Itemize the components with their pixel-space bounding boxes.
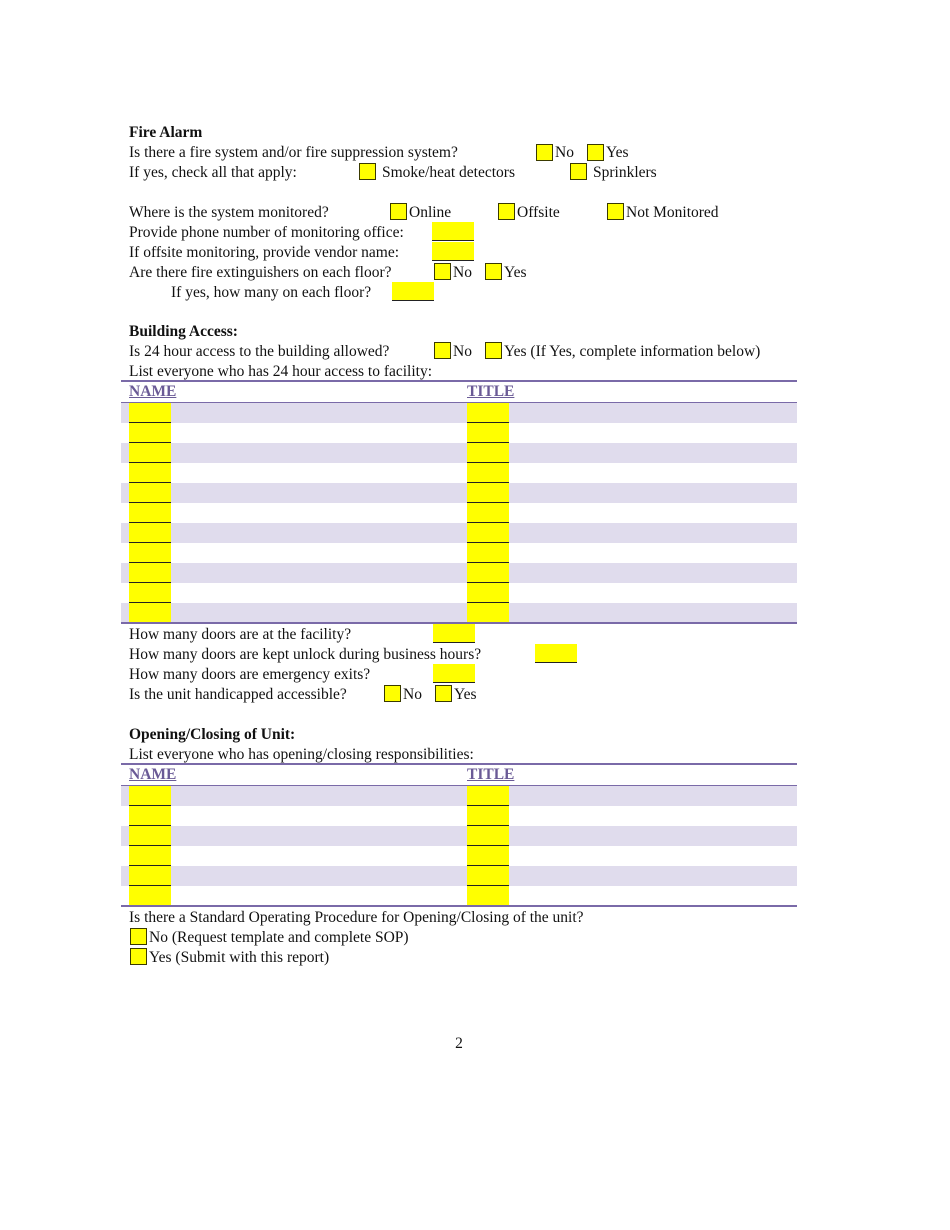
vendor-field[interactable] bbox=[432, 242, 474, 261]
access-24hr-yes-checkbox[interactable] bbox=[485, 342, 502, 359]
opening-closing-heading: Opening/Closing of Unit: bbox=[129, 726, 296, 743]
not-monitored-label: Not Monitored bbox=[626, 204, 719, 221]
extinguisher-count-field[interactable] bbox=[392, 282, 434, 301]
sop-question: Is there a Standard Operating Procedure for Opening/Closing of the unit? bbox=[129, 909, 584, 926]
access-24hr-question: Is 24 hour access to the building allowed? bbox=[129, 343, 390, 360]
title-field[interactable] bbox=[467, 866, 509, 886]
name-field[interactable] bbox=[129, 603, 171, 623]
table-row bbox=[121, 403, 797, 423]
extinguishers-no-label: No bbox=[453, 264, 472, 281]
handicap-question: Is the unit handicapped accessible? bbox=[129, 686, 347, 703]
title-column-header: TITLE bbox=[467, 766, 515, 783]
handicap-yes-label: Yes bbox=[454, 686, 477, 703]
sop-yes-label: Yes (Submit with this report) bbox=[149, 949, 330, 966]
table-row bbox=[121, 583, 797, 603]
name-field[interactable] bbox=[129, 583, 171, 603]
smoke-detectors-label: Smoke/heat detectors bbox=[382, 164, 515, 181]
name-field[interactable] bbox=[129, 523, 171, 543]
table-row bbox=[121, 866, 797, 886]
monitored-question: Where is the system monitored? bbox=[129, 204, 329, 221]
online-label: Online bbox=[409, 204, 452, 221]
title-field[interactable] bbox=[467, 503, 509, 523]
table-row bbox=[121, 523, 797, 543]
table-row bbox=[121, 483, 797, 503]
extinguishers-yes-label: Yes bbox=[504, 264, 527, 281]
name-field[interactable] bbox=[129, 443, 171, 463]
smoke-detectors-checkbox[interactable] bbox=[359, 163, 376, 180]
unlocked-doors-question: How many doors are kept unlock during business hours? bbox=[129, 646, 482, 663]
vendor-question: If offsite monitoring, provide vendor name: bbox=[129, 244, 400, 261]
name-field[interactable] bbox=[129, 563, 171, 583]
title-field[interactable] bbox=[467, 886, 509, 906]
offsite-checkbox[interactable] bbox=[498, 203, 515, 220]
title-field[interactable] bbox=[467, 543, 509, 563]
doors-count-field[interactable] bbox=[433, 624, 475, 643]
title-field[interactable] bbox=[467, 806, 509, 826]
table-row bbox=[121, 603, 797, 623]
name-field[interactable] bbox=[129, 403, 171, 423]
name-field[interactable] bbox=[129, 423, 171, 443]
sop-no-checkbox[interactable] bbox=[130, 928, 147, 945]
fire-system-yes-label: Yes bbox=[606, 144, 629, 161]
fire-system-no-checkbox[interactable] bbox=[536, 144, 553, 161]
name-field[interactable] bbox=[129, 483, 171, 503]
phone-question: Provide phone number of monitoring office: bbox=[129, 224, 404, 241]
table-row bbox=[121, 543, 797, 563]
access-table bbox=[121, 380, 797, 624]
title-field[interactable] bbox=[467, 583, 509, 603]
title-field[interactable] bbox=[467, 403, 509, 423]
title-field[interactable] bbox=[467, 463, 509, 483]
handicap-yes-checkbox[interactable] bbox=[435, 685, 452, 702]
unlocked-doors-field[interactable] bbox=[535, 644, 577, 663]
page-number: 2 bbox=[455, 1035, 463, 1052]
name-field[interactable] bbox=[129, 463, 171, 483]
name-field[interactable] bbox=[129, 806, 171, 826]
how-many-question: If yes, how many on each floor? bbox=[171, 284, 372, 301]
sprinklers-checkbox[interactable] bbox=[570, 163, 587, 180]
doors-question: How many doors are at the facility? bbox=[129, 626, 352, 643]
sprinklers-label: Sprinklers bbox=[593, 164, 657, 181]
access-list-label: List everyone who has 24 hour access to facility: bbox=[129, 363, 433, 380]
not-monitored-checkbox[interactable] bbox=[607, 203, 624, 220]
table-row bbox=[121, 826, 797, 846]
fire-system-question: Is there a fire system and/or fire suppression system? bbox=[129, 144, 458, 161]
table-rule bbox=[121, 763, 797, 765]
opening-list-label: List everyone who has opening/closing responsibilities: bbox=[129, 746, 474, 763]
table-row bbox=[121, 846, 797, 866]
table-rule bbox=[121, 380, 797, 382]
title-field[interactable] bbox=[467, 563, 509, 583]
name-field[interactable] bbox=[129, 866, 171, 886]
title-field[interactable] bbox=[467, 523, 509, 543]
table-row bbox=[121, 786, 797, 806]
access-24hr-no-checkbox[interactable] bbox=[434, 342, 451, 359]
handicap-no-label: No bbox=[403, 686, 422, 703]
offsite-label: Offsite bbox=[517, 204, 560, 221]
title-field[interactable] bbox=[467, 423, 509, 443]
table-row bbox=[121, 806, 797, 826]
online-checkbox[interactable] bbox=[390, 203, 407, 220]
title-field[interactable] bbox=[467, 846, 509, 866]
sop-yes-checkbox[interactable] bbox=[130, 948, 147, 965]
table-row bbox=[121, 503, 797, 523]
phone-field[interactable] bbox=[432, 222, 474, 241]
table-rule bbox=[121, 905, 797, 907]
name-field[interactable] bbox=[129, 886, 171, 906]
table-row bbox=[121, 443, 797, 463]
check-all-question: If yes, check all that apply: bbox=[129, 164, 297, 181]
access-24hr-yes-label: Yes (If Yes, complete information below) bbox=[504, 343, 761, 360]
fire-alarm-heading: Fire Alarm bbox=[129, 124, 203, 141]
fire-system-yes-checkbox[interactable] bbox=[587, 144, 604, 161]
extinguishers-question: Are there fire extinguishers on each floor? bbox=[129, 264, 392, 281]
building-access-heading: Building Access: bbox=[129, 323, 238, 340]
table-row bbox=[121, 423, 797, 443]
name-field[interactable] bbox=[129, 503, 171, 523]
name-field[interactable] bbox=[129, 826, 171, 846]
access-24hr-no-label: No bbox=[453, 343, 472, 360]
title-field[interactable] bbox=[467, 603, 509, 623]
table-row bbox=[121, 886, 797, 906]
title-column-header: TITLE bbox=[467, 383, 515, 400]
extinguishers-no-checkbox[interactable] bbox=[434, 263, 451, 280]
name-field[interactable] bbox=[129, 846, 171, 866]
title-field[interactable] bbox=[467, 786, 509, 806]
opening-table bbox=[121, 763, 797, 907]
handicap-no-checkbox[interactable] bbox=[384, 685, 401, 702]
extinguishers-yes-checkbox[interactable] bbox=[485, 263, 502, 280]
emergency-exits-question: How many doors are emergency exits? bbox=[129, 666, 371, 683]
title-field[interactable] bbox=[467, 826, 509, 846]
emergency-exits-field[interactable] bbox=[433, 664, 475, 683]
fire-system-no-label: No bbox=[555, 144, 574, 161]
title-field[interactable] bbox=[467, 443, 509, 463]
sop-no-label: No (Request template and complete SOP) bbox=[149, 929, 409, 946]
title-field[interactable] bbox=[467, 483, 509, 503]
table-row bbox=[121, 563, 797, 583]
name-column-header: NAME bbox=[129, 383, 177, 400]
name-column-header: NAME bbox=[129, 766, 177, 783]
table-row bbox=[121, 463, 797, 483]
name-field[interactable] bbox=[129, 543, 171, 563]
name-field[interactable] bbox=[129, 786, 171, 806]
